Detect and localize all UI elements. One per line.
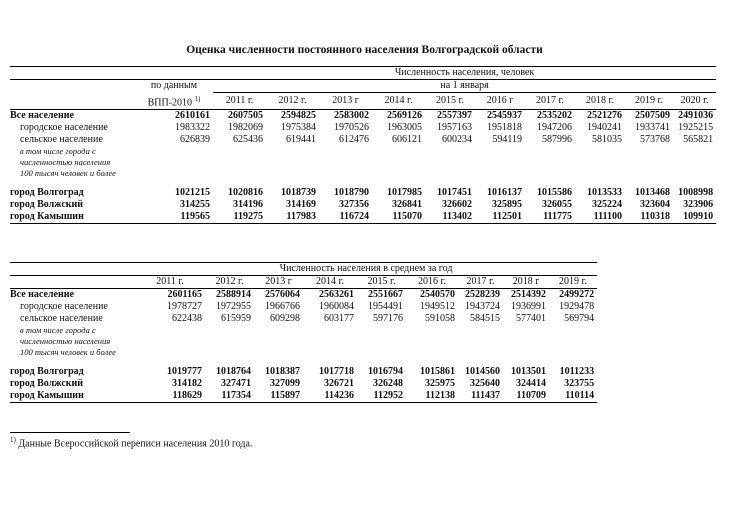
cell-value: 622438 [172,313,202,324]
cell-value: 2569126 [387,109,422,121]
cell-value: 2491036 [678,109,714,121]
cell-value: 112501 [475,211,525,224]
year-header: 2016 г [475,93,525,110]
year-header: 2019 г. [625,93,673,110]
document-title: Оценка численности постоянного населения Волгоградской области [186,44,543,56]
cell-value: 1015861 [420,366,455,377]
cell-value: 314196 [233,198,263,210]
cell-value: 1951818 [487,121,522,133]
cell-value: 327099 [270,378,300,389]
cell-value: 615959 [221,313,251,324]
cell-value: 117354 [205,390,254,403]
year-header: 2016 г. [406,276,458,289]
row-label: сельское население [20,313,103,324]
cell-value: 1982069 [228,121,263,133]
cell-value: 1013501 [511,366,546,377]
cell-value: 1963005 [387,121,422,133]
cell-value: 1954491 [368,301,403,312]
table-row [10,313,597,325]
cell-value: 110114 [549,390,597,403]
cell-value: 314255 [180,198,210,210]
cell-value: 2499272 [559,289,595,300]
cell-value: 1936991 [511,301,546,312]
year-header: 2015 г. [425,93,475,110]
city-label: город Волжский [10,378,84,389]
table-row [10,187,716,199]
cell-value: 115897 [254,390,303,403]
cell-value: 2521276 [587,109,622,121]
cell-value: 119565 [135,211,213,224]
empty-cell [254,325,303,366]
cell-value: 594119 [492,133,522,145]
year-header: 2011 г. [213,93,266,110]
cell-value: 626839 [180,133,210,145]
cell-value: 1008998 [678,186,714,198]
year-header: 2012 г. [205,276,254,289]
cell-value: 619441 [286,133,316,145]
cell-value: 1018387 [265,366,300,377]
empty-cell [303,325,357,366]
cell-value: 111775 [525,211,575,224]
empty-cell [503,325,549,366]
cell-value: 606121 [392,133,422,145]
table-row [10,289,597,302]
cell-value: 2535202 [537,109,572,121]
cell-value: 1970526 [334,121,369,133]
table-row [10,122,716,134]
empty-cell [213,146,266,187]
footnote-divider [10,432,130,433]
header-blank [10,80,135,93]
cell-value: 325895 [492,198,522,210]
cell-value: 118629 [135,390,205,403]
cell-value: 327471 [221,378,251,389]
cell-value: 2507509 [635,109,670,121]
cell-value: 1983322 [175,121,210,133]
header-blank [10,276,135,289]
row-label: городское население [20,301,108,312]
cities-note [10,146,135,187]
table-row [10,199,716,211]
cell-value: 326248 [373,378,403,389]
cell-value: 573768 [640,133,670,145]
cell-value: 2514392 [511,289,546,300]
cell-value: 117983 [266,211,319,224]
cell-value: 110709 [503,390,549,403]
empty-cell [372,146,425,187]
cell-value: 2583002 [334,109,369,121]
table-row [10,134,716,146]
year-header: 2018 г [503,276,549,289]
cell-value: 2607505 [228,109,263,121]
cell-value: 2563261 [319,289,354,300]
cell-value: 603177 [324,313,354,324]
empty-cell [357,325,406,366]
empty-cell [135,325,205,366]
year-header: 2017 г. [458,276,503,289]
empty-cell [525,146,575,187]
group-header: Численность населения, человек [213,67,716,80]
cell-value: 1021215 [175,186,210,198]
cell-value: 1017985 [387,186,422,198]
cell-value: 1018764 [216,366,251,377]
row-label: Все население [10,289,74,300]
cell-value: 1017451 [437,186,472,198]
cell-value: 2594825 [281,109,316,121]
empty-cell [549,325,597,366]
cell-value: 584515 [470,313,500,324]
vpp-header-label: ВПП-2010 [147,96,193,108]
year-header: 2017 г. [525,93,575,110]
year-header: 2012 г. [266,93,319,110]
city-label: город Волгоград [10,186,84,198]
footnote-mark: 1) [10,436,16,444]
cell-value: 2540570 [420,289,455,300]
cell-value: 609298 [270,313,300,324]
cell-value: 1011233 [559,366,595,377]
empty-cell [425,146,475,187]
cell-value: 1940241 [587,121,622,133]
cell-value: 1013533 [587,186,622,198]
cell-value: 2601165 [167,289,202,300]
empty-cell [458,325,503,366]
cell-value: 1960084 [319,301,354,312]
table-row [10,109,716,122]
cell-value: 2588914 [216,289,251,300]
cell-value: 327356 [339,198,369,210]
cell-value: 612476 [339,133,369,145]
footnote-text: Данные Всероссийской переписи населения 2010 года. [18,438,253,450]
empty-cell [625,146,673,187]
cell-value: 324414 [516,378,546,389]
cities-note-line: 100 тысяч человек и более [20,347,116,357]
cell-value: 1943724 [465,301,500,312]
cell-value: 114236 [303,390,357,403]
subgroup-header: на 1 января [213,80,716,93]
cell-value: 1933741 [635,121,670,133]
cell-value: 1016137 [487,186,522,198]
empty-cell [135,146,213,187]
table-row [10,378,597,390]
cell-value: 325640 [470,378,500,389]
cell-value: 591058 [425,313,455,324]
cell-value: 2610161 [175,109,210,121]
cell-value: 325224 [592,198,622,210]
cell-value: 1017718 [319,366,354,377]
cell-value: 323755 [564,378,595,389]
cell-value: 314182 [172,378,202,389]
year-header: 2020 г. [673,93,716,110]
cell-value: 577401 [516,313,546,324]
row-label: сельское население [20,133,103,145]
table-row [10,211,716,224]
cell-value: 1972955 [216,301,251,312]
cell-value: 569794 [564,313,595,324]
header-blank [135,67,213,80]
empty-cell [319,146,372,187]
city-label: город Волгоград [10,366,84,377]
cell-value: 326602 [442,198,472,210]
cell-value: 2551667 [368,289,403,300]
cell-value: 1013468 [635,186,670,198]
cell-value: 600234 [442,133,472,145]
header-blank [10,93,135,110]
city-label: город Волжский [10,198,84,210]
cell-value: 1925215 [678,121,714,133]
cell-value: 116724 [319,211,372,224]
cell-value: 1966766 [265,301,300,312]
year-header: 2013 г [319,93,372,110]
empty-cell [475,146,525,187]
cities-note [10,325,135,366]
cell-value: 113402 [425,211,475,224]
city-label: город Камышин [10,390,135,403]
table-population-jan1 [10,66,716,224]
cities-note-line: в том числе города с [20,325,96,335]
cell-value: 1015586 [537,186,572,198]
cell-value: 1020816 [228,186,263,198]
group-header: Численность населения в среднем за год [135,263,597,276]
cell-value: 110318 [625,211,673,224]
cell-value: 109910 [673,211,716,224]
empty-cell [205,325,254,366]
footnote [10,436,252,449]
header-blank [10,67,135,80]
table-row-note [10,325,597,366]
year-header: 2011 г. [135,276,205,289]
header-blank [10,263,135,276]
cell-value: 581035 [592,133,622,145]
cities-note-line: 100 тысяч человек и более [20,167,116,178]
cell-value: 115070 [372,211,425,224]
cell-value: 326721 [324,378,354,389]
cell-value: 112138 [406,390,458,403]
cell-value: 1978727 [167,301,202,312]
year-header: 2014 г. [372,93,425,110]
year-header: 2013 г [254,276,303,289]
year-header: 2014 г. [303,276,357,289]
cell-value: 1014560 [465,366,500,377]
year-header: 2018 г. [575,93,625,110]
footnote-mark: 1) [194,94,201,103]
table-row [10,366,597,378]
cities-note-line: численностью населения [20,336,111,346]
row-label: Все население [10,109,74,121]
year-header: 2019 г. [549,276,597,289]
cell-value: 1957163 [437,121,472,133]
cell-value: 1019777 [167,366,202,377]
vpp-header-line2 [135,93,213,110]
cell-value: 326841 [392,198,422,210]
cell-value: 119275 [213,211,266,224]
cell-value: 326055 [542,198,572,210]
empty-cell [406,325,458,366]
table-population-average [10,262,597,403]
cell-value: 565821 [683,133,714,145]
cell-value: 112952 [357,390,406,403]
cities-note-line: в том числе города с [20,145,96,156]
cell-value: 1018739 [281,186,316,198]
cell-value: 1018790 [334,186,369,198]
cell-value: 587996 [542,133,572,145]
cell-value: 1947206 [537,121,572,133]
cell-value: 1929478 [559,301,595,312]
cell-value: 1949512 [420,301,455,312]
cell-value: 597176 [373,313,403,324]
cell-value: 2545937 [487,109,522,121]
cities-note-line: численностью населения [20,156,111,167]
cell-value: 2557397 [437,109,472,121]
cell-value: 314169 [286,198,316,210]
city-label: город Камышин [10,211,135,224]
cell-value: 1016794 [368,366,403,377]
table-row-note [10,146,716,187]
cell-value: 1975384 [281,121,316,133]
cell-value: 323604 [640,198,670,210]
cell-value: 2576064 [265,289,300,300]
table-row [10,301,597,313]
year-header: 2015 г. [357,276,406,289]
cell-value: 625436 [233,133,263,145]
empty-cell [575,146,625,187]
table-row [10,390,597,403]
cell-value: 323906 [683,198,714,210]
empty-cell [673,146,716,187]
empty-cell [266,146,319,187]
cell-value: 111100 [575,211,625,224]
vpp-header-line1: по данным [150,80,198,92]
cell-value: 325975 [425,378,455,389]
cell-value: 2528239 [465,289,500,300]
row-label: городское население [20,121,108,133]
cell-value: 111437 [458,390,503,403]
